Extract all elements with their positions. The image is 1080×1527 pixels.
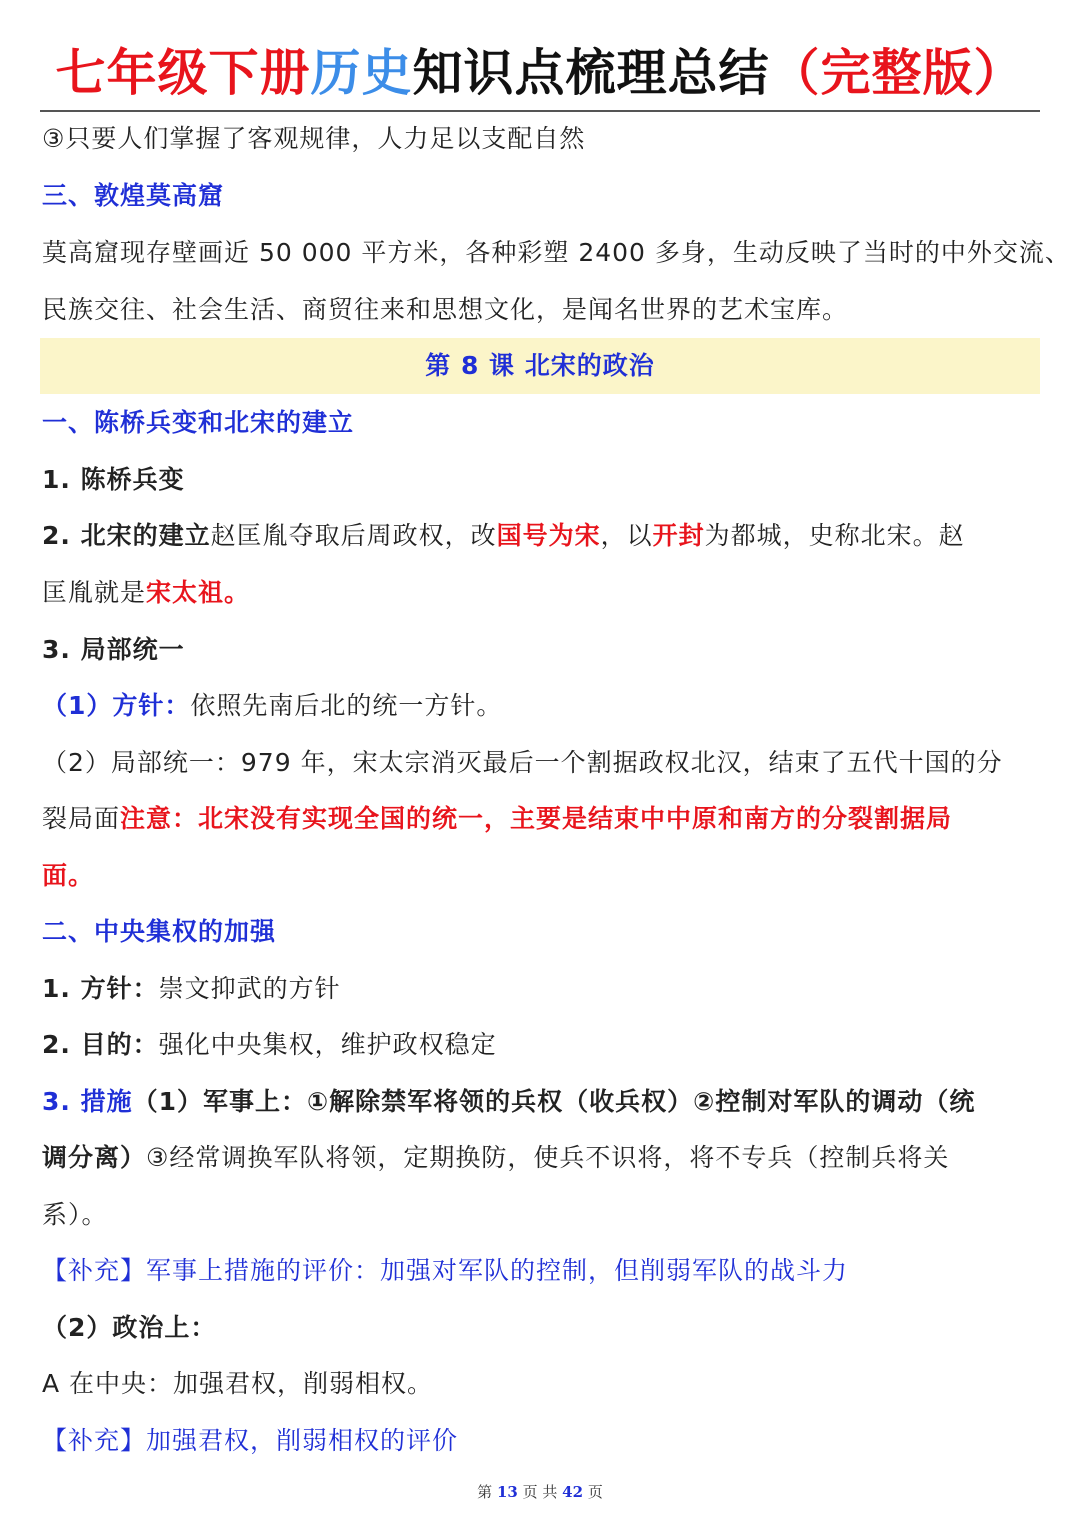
title-part-grade: 七年级下册 (55, 44, 311, 102)
item-song-founding-line-1 (42, 516, 1042, 556)
footer-text: 页 (587, 1483, 603, 1501)
footer-text: 第 (477, 1483, 493, 1501)
item-measures-line-1 (42, 1082, 1042, 1122)
section-heading-mogao: 三、敦煌莫高窟 (42, 181, 225, 210)
text-segment: 强化中央集权，维护政权稳定 (158, 1030, 497, 1059)
item-partial-unify-line-2 (42, 799, 1042, 839)
title-part-subject: 历史 (310, 44, 413, 102)
item-central-gov: A 在中央：加强君权，削弱相权。 (42, 1369, 434, 1398)
text-segment: ，以 (600, 521, 653, 550)
current-page-number: 13 (496, 1483, 518, 1501)
text-segment: 依照先南后北的统一方针。 (190, 691, 503, 720)
total-page-number: 42 (562, 1483, 584, 1501)
section-heading-centralization: 二、中央集权的加强 (42, 917, 277, 946)
item-song-founding-label: 2. 北宋的建立 (42, 521, 211, 550)
footer-text: 页 共 (522, 1483, 558, 1501)
paragraph-mogao-line-2: 民族交往、社会生活、商贸往来和思想文化，是闻名世界的艺术宝库。 (42, 295, 849, 324)
paragraph-mogao-line-1: 莫高窟现存壁画近 50 000 平方米，各种彩塑 2400 多身，生动反映了当时的中外交流、 (42, 238, 1071, 267)
page-footer (0, 1480, 1080, 1504)
item-guideline-label: 1. 方针： (42, 974, 159, 1003)
item-measures-line-2 (42, 1138, 1042, 1178)
section-heading-chenqiao: 一、陈桥兵变和北宋的建立 (42, 408, 355, 437)
title-divider (40, 110, 1040, 112)
highlight-emperor: 宋太祖。 (146, 578, 251, 607)
item-purpose-label: 2. 目的： (42, 1030, 159, 1059)
item-measures-line-3: 系）。 (42, 1200, 108, 1229)
item-song-founding-line-2 (42, 573, 1042, 613)
note-highlight-end: 面。 (42, 861, 95, 890)
title-part-topic: 知识点梳理总结 (412, 44, 770, 102)
text-line-principle: ③只要人们掌握了客观规律，人力足以支配自然 (42, 124, 586, 153)
item-guideline (42, 969, 1042, 1009)
text-segment: 匡胤就是 (42, 578, 147, 607)
item-measures-label: 3. 措施 (42, 1087, 133, 1116)
text-segment: （1）军事上：①解除禁军将领的兵权（收兵权）②控制对军队的调动（统 (132, 1087, 976, 1116)
supplement-military: 【补充】军事上措施的评价：加强对军队的控制，但削弱军队的战斗力 (42, 1256, 849, 1285)
item-chenqiao-mutiny: 1. 陈桥兵变 (42, 465, 185, 494)
text-segment: 调分离） (42, 1143, 147, 1172)
supplement-monarchy: 【补充】加强君权，削弱相权的评价 (42, 1426, 459, 1455)
text-segment: 裂局面 (42, 804, 121, 833)
item-partial-unify-line-1: （2）局部统一：979 年，宋太宗消灭最后一个割据政权北汉，结束了五代十国的分 (42, 748, 1003, 777)
text-segment: 赵匡胤夺取后周政权，改 (210, 521, 497, 550)
highlight-dynasty-name: 国号为宋 (496, 521, 601, 550)
item-policy (42, 686, 1042, 726)
item-partial-unification: 3. 局部统一 (42, 635, 185, 664)
text-segment: ③经常调换军队将领，定期换防，使兵不识将，将不专兵（控制兵将关 (146, 1143, 950, 1172)
note-highlight: 注意：北宋没有实现全国的统一，主要是结束中中原和南方的分裂割据局 (120, 804, 953, 833)
lesson-title: 第 8 课 北宋的政治 (425, 351, 655, 380)
page-title (0, 38, 1080, 108)
item-purpose (42, 1025, 1042, 1065)
item-political: （2）政治上： (42, 1313, 217, 1342)
text-segment: 为都城，史称北宋。赵 (704, 521, 965, 550)
highlight-capital: 开封 (652, 521, 705, 550)
title-part-edition: （完整版） (769, 44, 1025, 102)
item-policy-label: （1）方针： (42, 691, 191, 720)
text-segment: 崇文抑武的方针 (158, 974, 341, 1003)
